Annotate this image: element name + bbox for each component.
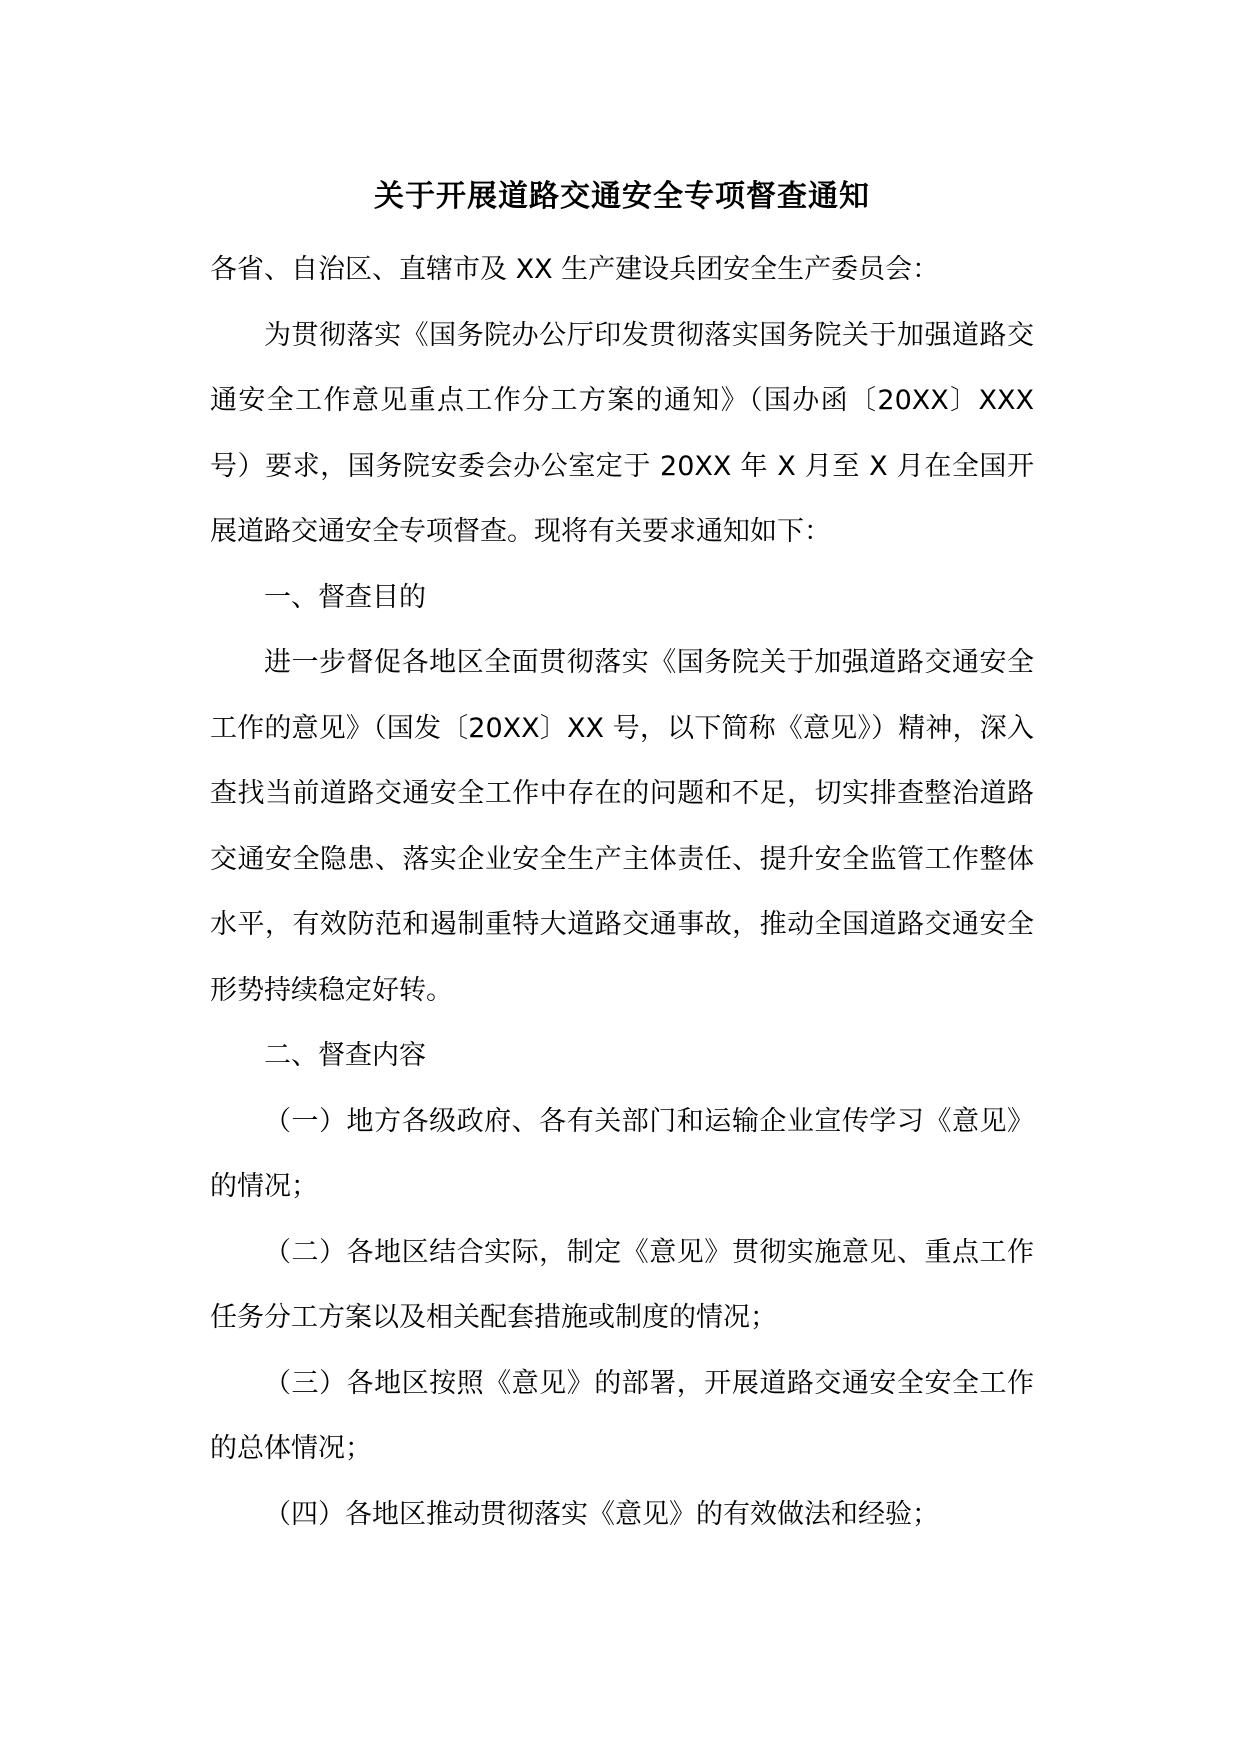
content-item-2: （二）各地区结合实际，制定《意见》贯彻实施意见、重点工作任务分工方案以及相关配套措施或制度的情况； (210, 1236, 1034, 1333)
section-heading-content: 二、督查内容 (264, 1040, 426, 1071)
content-item-1: （一）地方各级政府、各有关部门和运输企业宣传学习《意见》的情况； (210, 1105, 1034, 1202)
section-heading-purpose: 一、督查目的 (264, 581, 426, 613)
paragraph-intro: 为贯彻落实《国务院办公厅印发贯彻落实国务院关于加强道路交通安全工作意见重点工作分工方案的通知》（国办函〔20XX〕XXX 号）要求，国务院安委会办公室定于 20XX 年 X 月至 X 月在全国开展道路交通安全专项督查。现将有关要求通知如下： (210, 319, 1034, 547)
document-title: 关于开展道路交通安全专项督查通知 (374, 179, 870, 214)
paragraph-purpose: 进一步督促各地区全面贯彻落实《国务院关于加强道路交通安全工作的意见》（国发〔20XX〕XX 号，以下简称《意见》）精神，深入查找当前道路交通安全工作中存在的问题和不足，切实排查整治道路交通安全隐患、落实企业安全生产主体责任、提升安全监管工作整体水平，有效防范和遏制重特大道路交通事故，推动全国道路交通安全形势持续稳定好转。 (210, 647, 1034, 1006)
document-body (210, 237, 1034, 1547)
salutation: 各省、自治区、直辖市及 XX 生产建设兵团安全生产委员会： (210, 254, 940, 285)
content-item-4: （四）各地区推动贯彻落实《意见》的有效做法和经验； (264, 1498, 939, 1530)
content-item-3: （三）各地区按照《意见》的部署，开展道路交通安全安全工作的总体情况； (210, 1367, 1034, 1464)
